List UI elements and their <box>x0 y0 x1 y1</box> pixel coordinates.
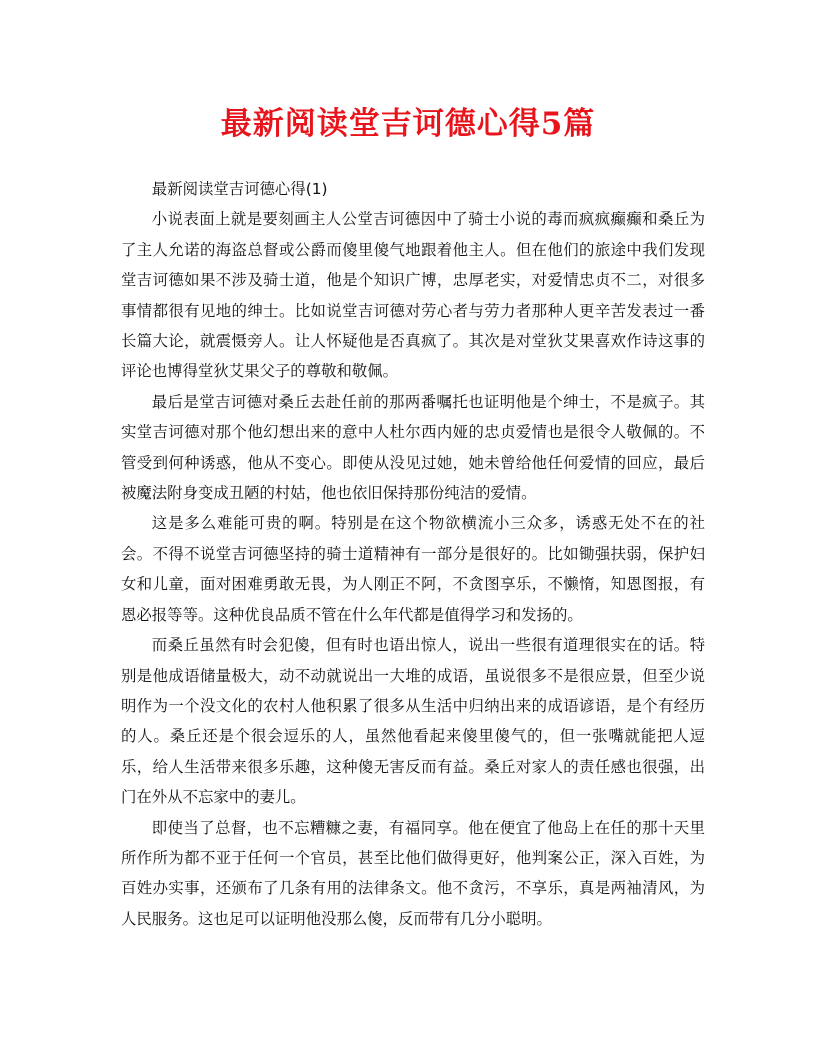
paragraph-4: 而桑丘虽然有时会犯傻，但有时也语出惊人，说出一些很有道理很实在的话。特别是他成语储量极大，动不动就说出一大堆的成语，虽说很多不是很应景，但至少说明作为一个没文化的农村人他积累了很多从生活中归纳出来的成语谚语，是个有经历的人。桑丘还是个很会逗乐的人，虽然他看起来傻里傻气的，但一张嘴就能把人逗乐，给人生活带来很多乐趣，这种傻无害反而有益。桑丘对家人的责任感也很强，出门在外从不忘家中的妻儿。 <box>121 636 705 807</box>
paragraph-2: 最后是堂吉诃德对桑丘去赴任前的那两番嘱托也证明他是个绅士，不是疯子。其实堂吉诃德对那个他幻想出来的意中人杜尔西内娅的忠贞爱情也是很令人敬佩的。不管受到何种诱惑，他从不变心。即使从没见过她，她未曾给他任何爱情的回应，最后被魔法附身变成丑陋的村姑，他也依旧保持那份纯洁的爱情。 <box>121 392 705 503</box>
document-title: 最新阅读堂吉诃德心得5篇 <box>220 106 596 142</box>
paragraph-1: 小说表面上就是要刻画主人公堂吉诃德因中了骑士小说的毒而疯疯癫癫和桑丘为了主人允诺的海盗总督或公爵而傻里傻气地跟着他主人。但在他们的旅途中我们发现堂吉诃德如果不涉及骑士道，他是个知识广博，忠厚老实，对爱情忠贞不二，对很多事情都很有见地的绅士。比如说堂吉诃德对劳心者与劳力者那种人更辛苦发表过一番长篇大论，就震慑旁人。让人怀疑他是否真疯了。其次是对堂狄艾果喜欢作诗这事的评论也博得堂狄艾果父子的尊敬和敬佩。 <box>121 210 705 381</box>
paragraph-3: 这是多么难能可贵的啊。特别是在这个物欲横流小三众多，诱惑无处不在的社会。不得不说堂吉诃德坚持的骑士道精神有一部分是很好的。比如锄强扶弱，保护妇女和儿童，面对困难勇敢无畏，为人刚正不阿，不贪图享乐，不懒惰，知恩图报，有恩必报等等。这种优良品质不管在什么年代都是值得学习和发扬的。 <box>121 514 705 624</box>
document-body <box>121 174 705 934</box>
paragraph-5: 即使当了总督，也不忘糟糠之妻，有福同享。他在便宜了他岛上在任的那十天里所作所为都不亚于任何一个官员，甚至比他们做得更好，他判案公正，深入百姓，为百姓办实事，还颁布了几条有用的法律条文。他不贪污，不享乐，真是两袖清风，为人民服务。这也足可以证明他没那么傻，反而带有几分小聪明。 <box>121 818 705 928</box>
section-heading: 最新阅读堂吉诃德心得(1) <box>151 180 328 198</box>
